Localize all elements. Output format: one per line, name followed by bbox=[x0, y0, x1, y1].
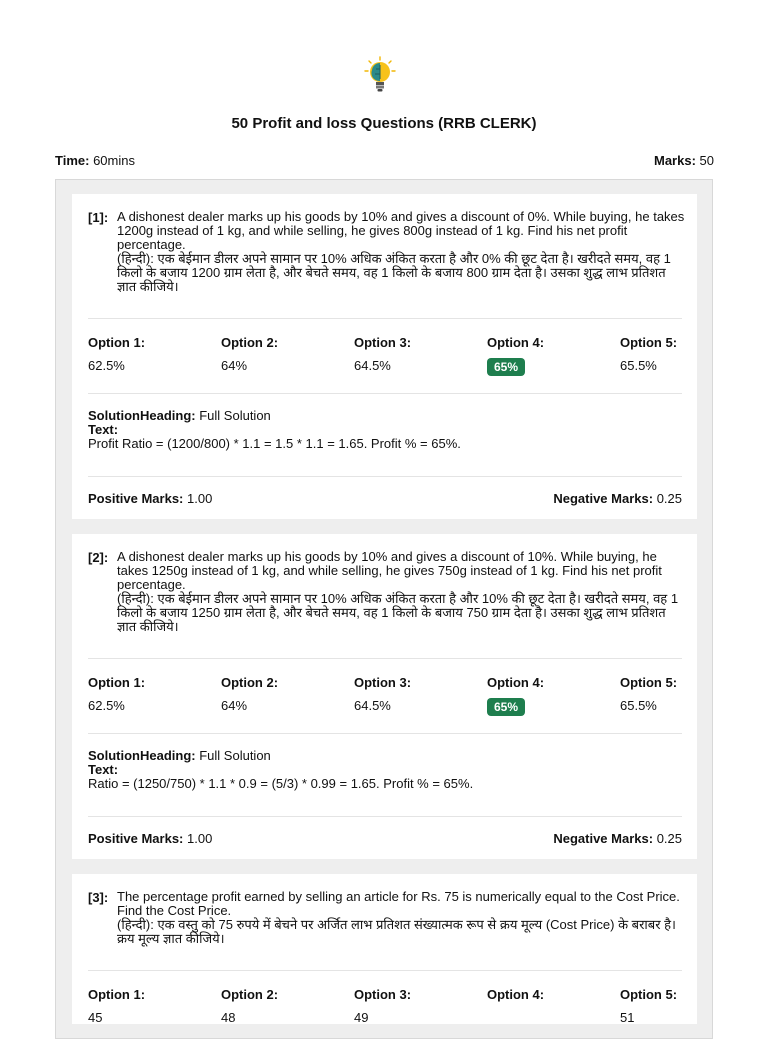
option-3-value: 64.5% bbox=[354, 358, 391, 373]
correct-answer-badge: 65% bbox=[487, 698, 525, 716]
option-4: Option 4: bbox=[487, 987, 545, 1002]
option-3: Option 3: 64.5% bbox=[354, 335, 412, 373]
option-5-value: 65.5% bbox=[620, 358, 657, 373]
solution-block: SolutionHeading: Full Solution Text: Profit Ratio = (1200/800) * 1.1 = 1.5 * 1.1 = 1.65. Profit % = 65%. bbox=[88, 409, 682, 451]
marks-info: Marks: 50 bbox=[653, 153, 714, 168]
divider bbox=[88, 970, 682, 971]
option-2-value: 64% bbox=[221, 358, 248, 373]
question-english: A dishonest dealer marks up his goods by 10% and gives a discount of 0%. While buying, he takes 1200g instead of 1 kg, and while selling, he gives 800g instead of 1 kg. Find his net profit percentage. bbox=[117, 209, 685, 252]
time-info: Time: 60mins bbox=[55, 153, 135, 168]
divider bbox=[88, 816, 682, 817]
option-2-value: 48 bbox=[221, 1010, 236, 1025]
question-english: The percentage profit earned by selling an article for Rs. 75 is numerically equal to the Cost Price. Find the Cost Price. bbox=[117, 889, 680, 918]
solution-text: Ratio = (1250/750) * 1.1 * 0.9 = (5/3) * 0.99 = 1.65. Profit % = 65%. bbox=[88, 776, 474, 791]
option-3: Option 3: 49 bbox=[354, 987, 412, 1025]
option-2: Option 2: 48 bbox=[221, 987, 279, 1025]
option-1: Option 1: 62.5% bbox=[88, 675, 146, 713]
option-3-value: 64.5% bbox=[354, 698, 391, 713]
question-number: [2]: bbox=[88, 550, 109, 565]
option-3: Option 3: 64.5% bbox=[354, 675, 412, 713]
question-hindi: (हिन्दी): एक बेईमान डीलर अपने सामान पर 10% अधिक अंकित करता है और 0% की छूट देता है। खरीदते समय, वह 1 किलो के बजाय 1200 ग्राम लेता है, और बेचते समय, वह 1 किलो के बजाय 800 ग्राम देता है। उसका शुद्ध लाभ प्रतिशत ज्ञात कीजिये। bbox=[117, 251, 671, 294]
question-hindi: (हिन्दी): एक बेईमान डीलर अपने सामान पर 10% अधिक अंकित करता है और 10% की छूट देता है। खरीदते समय, वह 1 किलो के बजाय 1250 ग्राम लेता है, और बेचते समय, वह 1 किलो के बजाय 750 ग्राम देता है। उसका शुद्ध लाभ प्रतिशत ज्ञात कीजिये। bbox=[117, 591, 679, 634]
question-hindi: (हिन्दी): एक वस्तु को 75 रुपये में बेचने पर अर्जित लाभ प्रतिशत संख्यात्मक रूप से क्रय मूल्य (Cost Price) के बराबर है। क्रय मूल्य ज्ञात कीजिये। bbox=[117, 917, 676, 946]
negative-marks: Negative Marks: 0.25 bbox=[553, 831, 682, 846]
question-card-2 bbox=[72, 534, 697, 859]
option-4: Option 4: 65% bbox=[487, 675, 545, 714]
solution-heading: Full Solution bbox=[199, 748, 271, 763]
question-english: A dishonest dealer marks up his goods by 10% and gives a discount of 10%. While buying, he takes 1250g instead of 1 kg, and while selling, he gives 750g instead of 1 kg. Find his net profit percentage. bbox=[117, 549, 662, 592]
option-2-value: 64% bbox=[221, 698, 248, 713]
divider bbox=[88, 733, 682, 734]
question-number: [1]: bbox=[88, 210, 109, 225]
positive-marks: Positive Marks: 1.00 bbox=[88, 491, 213, 506]
option-3-value: 49 bbox=[354, 1010, 369, 1025]
negative-marks: Negative Marks: 0.25 bbox=[553, 491, 682, 506]
option-5: Option 5: 65.5% bbox=[620, 675, 678, 713]
divider bbox=[88, 318, 682, 319]
question-text bbox=[117, 550, 687, 634]
positive-marks: Positive Marks: 1.00 bbox=[88, 831, 213, 846]
option-4: Option 4: 65% bbox=[487, 335, 545, 374]
solution-text: Profit Ratio = (1200/800) * 1.1 = 1.5 * 1.1 = 1.65. Profit % = 65%. bbox=[88, 436, 461, 451]
option-1-value: 45 bbox=[88, 1010, 103, 1025]
question-card-3 bbox=[72, 874, 697, 1024]
option-2: Option 2: 64% bbox=[221, 675, 279, 713]
correct-answer-badge: 65% bbox=[487, 358, 525, 376]
option-5-value: 65.5% bbox=[620, 698, 657, 713]
divider bbox=[88, 393, 682, 394]
option-5-value: 51 bbox=[620, 1010, 635, 1025]
solution-block: SolutionHeading: Full Solution Text: Ratio = (1250/750) * 1.1 * 0.9 = (5/3) * 0.99 = 1.65. Profit % = 65%. bbox=[88, 749, 682, 791]
divider bbox=[88, 476, 682, 477]
solution-heading: Full Solution bbox=[199, 408, 271, 423]
marks-value: 50 bbox=[699, 153, 714, 168]
question-text bbox=[117, 210, 687, 294]
question-number: [3]: bbox=[88, 890, 109, 905]
option-1: Option 1: 62.5% bbox=[88, 335, 146, 373]
divider bbox=[88, 658, 682, 659]
option-1-value: 62.5% bbox=[88, 358, 125, 373]
option-1: Option 1: 45 bbox=[88, 987, 146, 1025]
lightbulb-logo-icon bbox=[364, 56, 396, 94]
document-title: 50 Profit and loss Questions (RRB CLERK) bbox=[231, 115, 537, 132]
time-value: 60mins bbox=[93, 153, 135, 168]
option-5: Option 5: 65.5% bbox=[620, 335, 678, 373]
option-1-value: 62.5% bbox=[88, 698, 125, 713]
option-2: Option 2: 64% bbox=[221, 335, 279, 373]
question-card-1 bbox=[72, 194, 697, 519]
option-5: Option 5: 51 bbox=[620, 987, 678, 1025]
question-text bbox=[117, 890, 687, 946]
